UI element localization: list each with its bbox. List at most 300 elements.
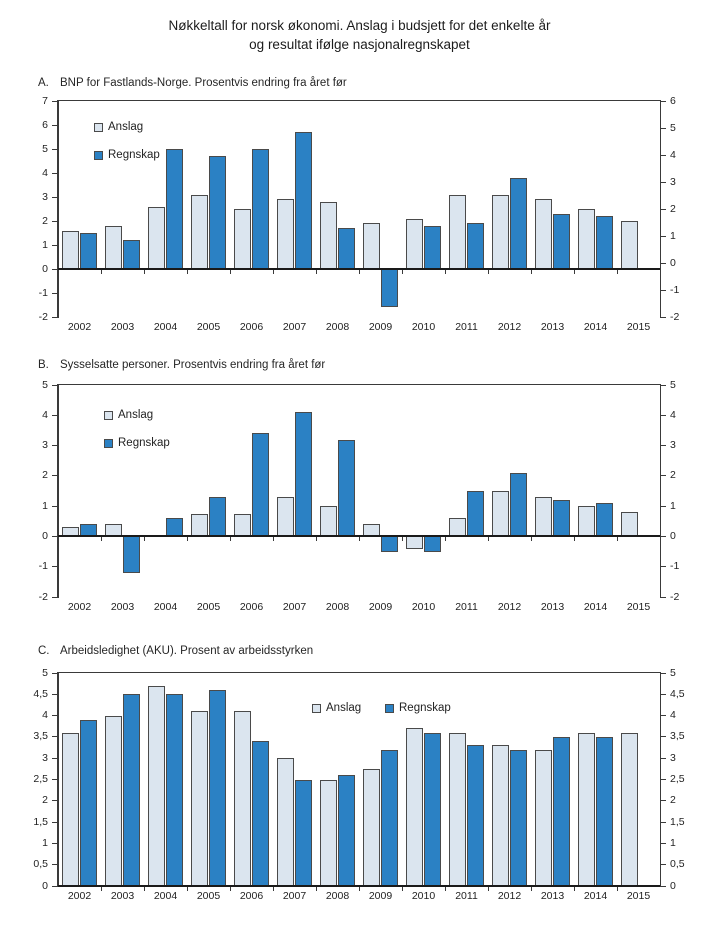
x-tick-label-2011: 2011: [455, 890, 478, 902]
bar-anslag-2013: [535, 750, 553, 886]
y-axis-left-tick-label: 1: [42, 499, 48, 512]
y-axis-right-tick-label: -1: [670, 560, 680, 573]
y-axis-right-tick: [661, 290, 666, 291]
y-axis-left-tick-label: 0: [42, 262, 48, 275]
regnskap-legend-swatch-icon: [94, 151, 103, 160]
x-tick-label-2012: 2012: [497, 890, 522, 902]
bar-anslag-2015: [621, 221, 639, 269]
bar-anslag-2006: [234, 711, 252, 886]
y-axis-right-tick: [661, 236, 666, 237]
x-tick-label-2006: 2006: [239, 321, 264, 333]
panel-b-plot: [38, 378, 680, 613]
x-axis-tick: [101, 887, 102, 891]
y-axis-left-tick: [52, 125, 57, 126]
y-axis-right-tick-label: 3: [670, 175, 676, 188]
bar-regnskap-2009: [381, 536, 399, 551]
x-tick-label-2015: 2015: [626, 321, 651, 333]
bar-anslag-2006: [234, 209, 252, 269]
legend-label-regnskap: Regnskap: [108, 149, 160, 161]
y-axis-right-tick-label: 4: [670, 148, 676, 161]
y-axis-right-tick-label: 5: [670, 378, 676, 391]
x-tick-label-2012: 2012: [497, 321, 522, 333]
plot-top-border: [58, 384, 660, 385]
panel-b-header: [38, 359, 325, 371]
panel-a-letter: A.: [38, 77, 49, 89]
bar-regnskap-2009: [381, 269, 399, 307]
x-tick-label-2008: 2008: [325, 890, 350, 902]
y-axis-left-tick: [52, 269, 57, 270]
bar-anslag-2009: [363, 769, 381, 886]
bar-anslag-2003: [105, 226, 123, 269]
y-axis-right-tick-label: -2: [670, 310, 680, 323]
y-axis-left-tick-label: 1: [42, 238, 48, 251]
x-tick-label-2013: 2013: [540, 321, 565, 333]
bar-anslag-2013: [535, 199, 553, 269]
y-axis-right-tick: [661, 506, 666, 507]
y-axis-right-tick-label: 3: [670, 439, 676, 452]
x-tick-label-2010: 2010: [411, 601, 436, 613]
figure-title-line2: og resultat ifølge nasjonalregnskapet: [249, 37, 470, 52]
legend-item-regnskap: [385, 702, 451, 714]
x-axis-tick: [617, 270, 618, 274]
x-tick-label-2005: 2005: [196, 601, 221, 613]
x-tick-label-2013: 2013: [540, 601, 565, 613]
y-axis-left-tick: [52, 800, 57, 801]
x-axis-tick: [445, 537, 446, 541]
y-axis-left-tick: [52, 101, 57, 102]
y-axis-left-tick-label: 5: [42, 666, 48, 679]
x-axis-tick: [617, 887, 618, 891]
y-axis-left-tick-label: 5: [42, 142, 48, 155]
x-axis-tick: [101, 537, 102, 541]
y-axis-left-tick: [52, 822, 57, 823]
x-axis-tick: [359, 887, 360, 891]
x-axis-tick: [574, 270, 575, 274]
x-axis-tick: [402, 887, 403, 891]
x-tick-label-2007: 2007: [282, 321, 307, 333]
y-axis-right-tick: [661, 758, 666, 759]
panel-a-plot: [38, 94, 680, 333]
y-axis-right-tick-label: 1,5: [670, 815, 685, 828]
x-axis-tick: [359, 537, 360, 541]
y-axis-left-tick-label: -2: [38, 590, 48, 603]
y-axis-right-tick: [661, 673, 666, 674]
bar-regnskap-2009: [381, 750, 399, 886]
x-axis-tick: [402, 537, 403, 541]
y-axis-left-tick: [52, 536, 57, 537]
x-tick-label-2002: 2002: [67, 321, 92, 333]
anslag-legend-swatch-icon: [104, 411, 113, 420]
bar-regnskap-2007: [295, 132, 313, 269]
x-tick-label-2010: 2010: [411, 890, 436, 902]
y-axis-left-tick-label: 0: [42, 529, 48, 542]
bar-regnskap-2014: [596, 503, 614, 536]
bar-anslag-2012: [492, 491, 510, 536]
y-axis-left-tick: [52, 317, 57, 318]
x-axis-tick: [316, 537, 317, 541]
x-tick-label-2013: 2013: [540, 890, 565, 902]
y-axis-left-tick-label: -2: [38, 310, 48, 323]
panel-c-letter: C.: [38, 645, 50, 657]
y-axis-left-tick: [52, 694, 57, 695]
y-axis-right-tick: [661, 864, 666, 865]
x-tick-label-2014: 2014: [583, 321, 608, 333]
x-axis-tick: [273, 270, 274, 274]
y-axis-right-tick-label: 1: [670, 836, 676, 849]
bar-regnskap-2006: [252, 433, 270, 536]
x-tick-label-2003: 2003: [110, 601, 135, 613]
x-axis-tick: [531, 270, 532, 274]
y-axis-left-tick: [52, 779, 57, 780]
y-axis-left-tick-label: 7: [42, 94, 48, 107]
bar-regnskap-2010: [424, 536, 442, 551]
y-axis-right-tick-label: 3,5: [670, 730, 685, 743]
y-axis-left-tick-label: -1: [38, 560, 48, 573]
x-axis-tick: [402, 270, 403, 274]
y-axis-left-line: [57, 672, 59, 887]
bar-anslag-2010: [406, 536, 424, 548]
bar-regnskap-2011: [467, 745, 485, 886]
x-axis-tick: [488, 537, 489, 541]
y-axis-left-tick-label: 2: [42, 794, 48, 807]
y-axis-left-tick-label: 3: [42, 439, 48, 452]
legend-label-regnskap: Regnskap: [399, 702, 451, 714]
y-axis-right-tick: [661, 317, 666, 318]
bar-regnskap-2003: [123, 536, 141, 572]
bar-anslag-2013: [535, 497, 553, 536]
bar-regnskap-2013: [553, 737, 571, 886]
x-axis-tick: [187, 270, 188, 274]
x-tick-label-2006: 2006: [239, 601, 264, 613]
y-axis-right-tick: [661, 536, 666, 537]
bar-regnskap-2011: [467, 223, 485, 269]
x-tick-label-2006: 2006: [239, 890, 264, 902]
plot-top-border: [58, 100, 660, 101]
y-axis-left-tick-label: 4: [42, 166, 48, 179]
figure-title: [0, 16, 719, 54]
x-axis-tick: [574, 537, 575, 541]
x-tick-label-2005: 2005: [196, 321, 221, 333]
bar-regnskap-2004: [166, 518, 184, 536]
regnskap-legend-swatch-icon: [385, 704, 394, 713]
bar-regnskap-2007: [295, 412, 313, 536]
y-axis-right-tick: [661, 886, 666, 887]
bar-anslag-2002: [62, 733, 80, 886]
y-axis-right-tick-label: 4: [670, 709, 676, 722]
y-axis-left-tick-label: 2: [42, 214, 48, 227]
y-axis-right-tick-label: 4: [670, 408, 676, 421]
x-axis-tick: [187, 887, 188, 891]
bar-regnskap-2005: [209, 156, 227, 269]
x-axis-tick: [574, 887, 575, 891]
y-axis-left-tick-label: 4: [42, 408, 48, 421]
bar-regnskap-2014: [596, 737, 614, 886]
y-axis-left-tick-label: 4,5: [33, 687, 48, 700]
x-axis-tick: [488, 887, 489, 891]
bar-regnskap-2008: [338, 228, 356, 269]
bar-anslag-2004: [148, 686, 166, 886]
y-axis-right-tick-label: 2: [670, 202, 676, 215]
y-axis-left-line: [57, 100, 59, 318]
x-axis-tick: [445, 887, 446, 891]
x-axis-tick: [488, 270, 489, 274]
x-tick-label-2004: 2004: [153, 890, 178, 902]
y-axis-left-tick: [52, 736, 57, 737]
bar-anslag-2007: [277, 758, 295, 886]
legend-label-anslag: Anslag: [118, 409, 154, 421]
y-axis-right-tick: [661, 843, 666, 844]
x-tick-label-2009: 2009: [368, 890, 393, 902]
bar-anslag-2002: [62, 231, 80, 269]
legend-label-regnskap: Regnskap: [118, 437, 170, 449]
y-axis-left-line: [57, 384, 59, 598]
y-axis-right-tick: [661, 736, 666, 737]
bar-regnskap-2012: [510, 473, 528, 537]
bar-regnskap-2003: [123, 694, 141, 886]
y-axis-left-tick-label: 3,5: [33, 730, 48, 743]
x-tick-label-2007: 2007: [282, 890, 307, 902]
legend-item-anslag: [94, 121, 143, 133]
x-axis-tick: [531, 887, 532, 891]
bar-anslag-2011: [449, 195, 467, 269]
bar-anslag-2014: [578, 733, 596, 886]
y-axis-right-tick-label: 6: [670, 94, 676, 107]
legend-item-anslag: [312, 702, 361, 714]
panel-b-title: Sysselsatte personer. Prosentvis endring fra året før: [60, 359, 326, 371]
x-axis-tick: [316, 887, 317, 891]
x-axis-tick: [617, 537, 618, 541]
y-axis-right-tick: [661, 566, 666, 567]
y-axis-left-tick-label: 2: [42, 469, 48, 482]
y-axis-right-tick: [661, 182, 666, 183]
bar-anslag-2014: [578, 209, 596, 269]
bar-regnskap-2006: [252, 149, 270, 269]
panel-c-plot: [33, 666, 685, 902]
y-axis-right-tick-label: 5: [670, 666, 676, 679]
x-tick-label-2003: 2003: [110, 321, 135, 333]
y-axis-left-tick: [52, 506, 57, 507]
y-axis-left-tick: [52, 475, 57, 476]
y-axis-right-tick-label: 0: [670, 256, 676, 269]
bar-anslag-2008: [320, 780, 338, 887]
x-axis-tick: [316, 270, 317, 274]
y-axis-left-tick-label: 3: [42, 751, 48, 764]
y-axis-right-tick: [661, 385, 666, 386]
y-axis-left-tick-label: 5: [42, 378, 48, 391]
x-tick-label-2007: 2007: [282, 601, 307, 613]
legend-label-anslag: Anslag: [108, 121, 144, 133]
y-axis-right-tick: [661, 597, 666, 598]
x-axis-tick: [101, 270, 102, 274]
y-axis-left-tick: [52, 843, 57, 844]
y-axis-left-tick-label: 2,5: [33, 773, 48, 785]
bar-regnskap-2004: [166, 149, 184, 269]
bar-anslag-2012: [492, 195, 510, 269]
y-axis-right-tick-label: 2,5: [670, 773, 685, 785]
y-axis-right-tick: [661, 800, 666, 801]
bar-anslag-2012: [492, 745, 510, 886]
x-tick-label-2014: 2014: [583, 601, 608, 613]
y-axis-left-tick: [52, 715, 57, 716]
bar-anslag-2011: [449, 518, 467, 536]
y-axis-left-tick: [52, 597, 57, 598]
panel-c-header: [38, 645, 313, 657]
bar-regnskap-2002: [80, 720, 98, 886]
bar-regnskap-2002: [80, 233, 98, 269]
x-axis-tick: [273, 887, 274, 891]
y-axis-left-tick-label: 1,5: [33, 815, 48, 828]
x-axis-tick: [445, 270, 446, 274]
bar-anslag-2015: [621, 733, 639, 886]
x-tick-label-2004: 2004: [153, 601, 178, 613]
bar-regnskap-2014: [596, 216, 614, 269]
y-axis-right-tick: [661, 209, 666, 210]
bar-anslag-2010: [406, 728, 424, 886]
x-tick-label-2009: 2009: [368, 601, 393, 613]
bar-regnskap-2010: [424, 226, 442, 269]
bar-anslag-2008: [320, 202, 338, 269]
y-axis-right-tick: [661, 779, 666, 780]
x-tick-label-2004: 2004: [153, 321, 178, 333]
y-axis-right-tick-label: 5: [670, 121, 676, 134]
x-axis-tick: [230, 537, 231, 541]
bar-anslag-2005: [191, 711, 209, 886]
x-axis-tick: [144, 270, 145, 274]
y-axis-right-tick-label: 1: [670, 499, 676, 512]
y-axis-left-tick-label: 1: [42, 836, 48, 849]
bar-anslag-2006: [234, 514, 252, 537]
y-axis-right-tick-label: 1: [670, 229, 676, 242]
x-axis-tick: [359, 270, 360, 274]
y-axis-left-tick: [52, 245, 57, 246]
x-tick-label-2015: 2015: [626, 890, 651, 902]
x-axis-tick: [230, 887, 231, 891]
y-axis-left-tick: [52, 197, 57, 198]
y-axis-right-tick-label: 0,5: [670, 858, 685, 871]
y-axis-right-tick: [661, 155, 666, 156]
panel-a-header: [38, 77, 347, 89]
bar-regnskap-2013: [553, 500, 571, 536]
y-axis-right-tick: [661, 694, 666, 695]
y-axis-right-tick: [661, 263, 666, 264]
x-axis-tick: [531, 537, 532, 541]
bar-anslag-2015: [621, 512, 639, 536]
bar-regnskap-2006: [252, 741, 270, 886]
y-axis-left-tick: [52, 415, 57, 416]
x-axis-tick: [273, 537, 274, 541]
bar-regnskap-2003: [123, 240, 141, 269]
panel-c-title: Arbeidsledighet (AKU). Prosent av arbeidsstyrken: [60, 645, 314, 657]
y-axis-right-tick-label: 0: [670, 879, 676, 892]
bar-anslag-2008: [320, 506, 338, 536]
x-tick-label-2002: 2002: [67, 601, 92, 613]
y-axis-left-tick: [52, 566, 57, 567]
y-axis-right-tick-label: 3: [670, 751, 676, 764]
y-axis-left-tick: [52, 673, 57, 674]
legend-item-regnskap: [104, 437, 170, 449]
y-axis-right-tick: [661, 822, 666, 823]
bar-regnskap-2008: [338, 440, 356, 537]
x-axis-tick: [144, 537, 145, 541]
x-tick-label-2012: 2012: [497, 601, 522, 613]
y-axis-right-tick-label: -2: [670, 590, 680, 603]
x-tick-label-2002: 2002: [67, 890, 92, 902]
x-axis-tick: [144, 887, 145, 891]
y-axis-right-tick: [661, 128, 666, 129]
bar-anslag-2005: [191, 514, 209, 537]
bar-regnskap-2013: [553, 214, 571, 269]
y-axis-right-tick: [661, 101, 666, 102]
x-tick-label-2014: 2014: [583, 890, 608, 902]
x-tick-label-2008: 2008: [325, 601, 350, 613]
x-axis-tick: [230, 270, 231, 274]
x-axis-tick: [187, 537, 188, 541]
y-axis-left-tick-label: -1: [38, 286, 48, 299]
y-axis-left-tick: [52, 445, 57, 446]
y-axis-right-tick: [661, 475, 666, 476]
y-axis-right-tick-label: 2: [670, 469, 676, 482]
y-axis-right-tick: [661, 715, 666, 716]
bar-anslag-2007: [277, 497, 295, 536]
bar-anslag-2003: [105, 716, 123, 886]
plot-top-border: [58, 672, 660, 673]
x-tick-label-2008: 2008: [325, 321, 350, 333]
y-axis-right-tick-label: 4,5: [670, 687, 685, 700]
y-axis-left-tick-label: 4: [42, 709, 48, 722]
bar-regnskap-2012: [510, 750, 528, 886]
bar-regnskap-2011: [467, 491, 485, 536]
bar-regnskap-2004: [166, 694, 184, 886]
panel-b-letter: B.: [38, 359, 49, 371]
bar-anslag-2014: [578, 506, 596, 536]
bar-anslag-2007: [277, 199, 295, 269]
y-axis-left-tick: [52, 221, 57, 222]
figure-title-line1: Nøkkeltall for norsk økonomi. Anslag i budsjett for det enkelte år: [168, 18, 551, 33]
bar-regnskap-2005: [209, 690, 227, 886]
y-axis-left-tick: [52, 149, 57, 150]
y-axis-right-tick-label: -1: [670, 283, 680, 296]
x-tick-label-2009: 2009: [368, 321, 393, 333]
y-axis-right-tick: [661, 415, 666, 416]
bar-anslag-2010: [406, 219, 424, 269]
x-tick-label-2015: 2015: [626, 601, 651, 613]
legend-item-anslag: [104, 409, 153, 421]
panel-a-title: BNP for Fastlands-Norge. Prosentvis endring fra året før: [60, 77, 347, 89]
y-axis-left-tick: [52, 173, 57, 174]
legend-label-anslag: Anslag: [326, 702, 362, 714]
bar-anslag-2011: [449, 733, 467, 886]
bar-regnskap-2008: [338, 775, 356, 886]
y-axis-right-tick: [661, 445, 666, 446]
bar-regnskap-2005: [209, 497, 227, 536]
y-axis-left-tick: [52, 385, 57, 386]
y-axis-left-tick-label: 0,5: [33, 858, 48, 871]
bar-anslag-2005: [191, 195, 209, 269]
x-tick-label-2010: 2010: [411, 321, 436, 333]
anslag-legend-swatch-icon: [94, 123, 103, 132]
bar-regnskap-2012: [510, 178, 528, 269]
bar-regnskap-2010: [424, 733, 442, 886]
y-axis-left-tick: [52, 886, 57, 887]
y-axis-left-tick: [52, 758, 57, 759]
x-tick-label-2011: 2011: [455, 601, 478, 613]
bar-anslag-2004: [148, 207, 166, 269]
y-axis-left-tick: [52, 864, 57, 865]
bar-anslag-2009: [363, 223, 381, 269]
y-axis-right-tick-label: 0: [670, 529, 676, 542]
bar-regnskap-2007: [295, 780, 313, 887]
regnskap-legend-swatch-icon: [104, 439, 113, 448]
